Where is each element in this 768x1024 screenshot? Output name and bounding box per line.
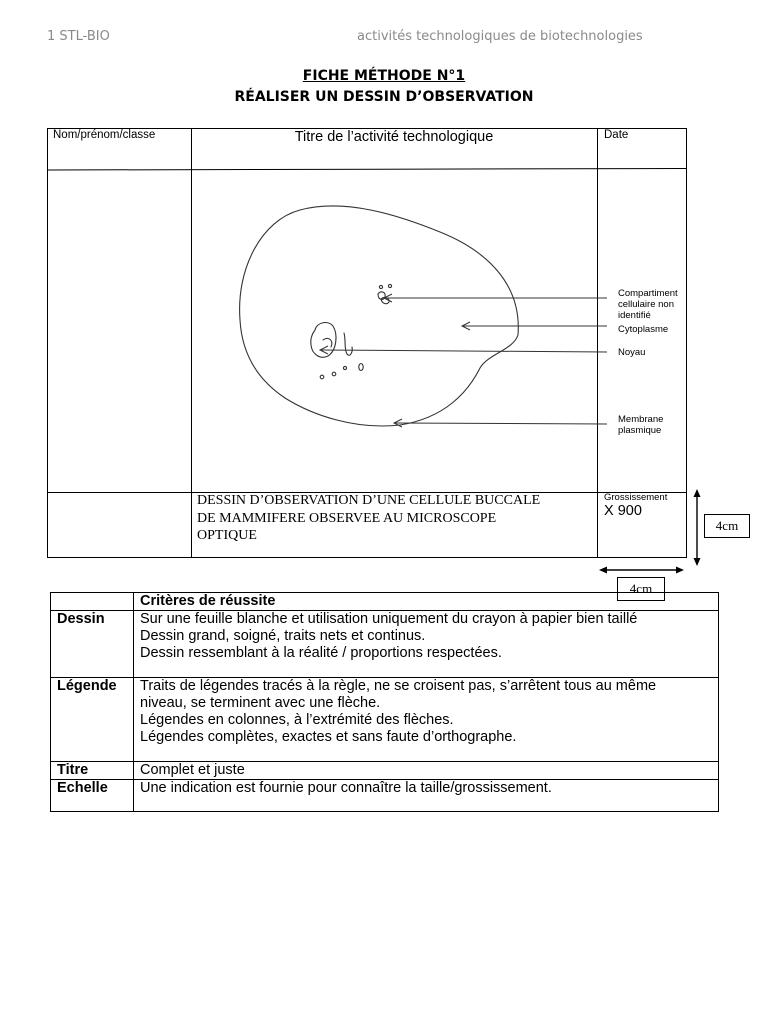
criteria-row-title (51, 762, 719, 780)
criteria-key: Légende (51, 678, 134, 762)
header-left: 1 STL-BIO (47, 29, 110, 44)
criteria-row-legend (51, 678, 719, 762)
criteria-key: Titre (51, 762, 134, 780)
legend-arrows (320, 294, 607, 427)
criteria-text: Traits de légendes tracés à la règle, ne se croisent pas, s’arrêtent tous au même niveau, se terminent avec une flèche. Légendes en colonnes, à l’extrémité des flèches. Légendes complètes, exactes et sans faute d’orthographe. (134, 678, 719, 762)
criteria-header: Critères de réussite (134, 593, 719, 611)
criteria-text: Complet et juste (134, 762, 719, 780)
criteria-row-scale (51, 780, 719, 812)
legend-membrane: Membrane plasmique (618, 414, 664, 436)
criteria-row-drawing (51, 611, 719, 678)
legend-nucleus: Noyau (618, 347, 646, 358)
name-label: Nom/prénom/classe (53, 129, 156, 141)
vertical-scale-label: 4cm (704, 514, 750, 538)
magnification-value: X 900 (604, 503, 642, 519)
activity-title-label: Titre de l’activité technologique (294, 129, 494, 145)
criteria-text: Une indication est fournie pour connaître la taille/grossissement. (134, 780, 719, 812)
criteria-text: Sur une feuille blanche et utilisation uniquement du crayon à papier bien taillé Dessin grand, soigné, traits nets et continus. Dessin ressemblant à la réalité / proportions respectées. (134, 611, 719, 678)
date-label: Date (604, 129, 629, 141)
horizontal-scale-label: 4cm (617, 577, 665, 601)
criteria-table (50, 592, 719, 812)
cell-membrane-outline (240, 206, 519, 426)
header-right: activités technologiques de biotechnologies (357, 29, 643, 44)
legend-cytoplasm: Cytoplasme (618, 324, 669, 335)
criteria-key: Dessin (51, 611, 134, 678)
page-title: FICHE MÉTHODE N°1 (302, 68, 466, 84)
drawing-caption: DESSIN D’OBSERVATION D’UNE CELLULE BUCCALE DE MAMMIFERE OBSERVEE AU MICROSCOPE OPTIQUE (197, 493, 541, 543)
criteria-key: Echelle (51, 780, 134, 812)
magnification-label: Grossissement (604, 492, 668, 503)
criteria-header-row (51, 593, 719, 611)
legend-compartment: Compartiment cellulaire non identifié (618, 288, 678, 321)
page-subtitle: RÉALISER UN DESSIN D’OBSERVATION (234, 89, 534, 105)
